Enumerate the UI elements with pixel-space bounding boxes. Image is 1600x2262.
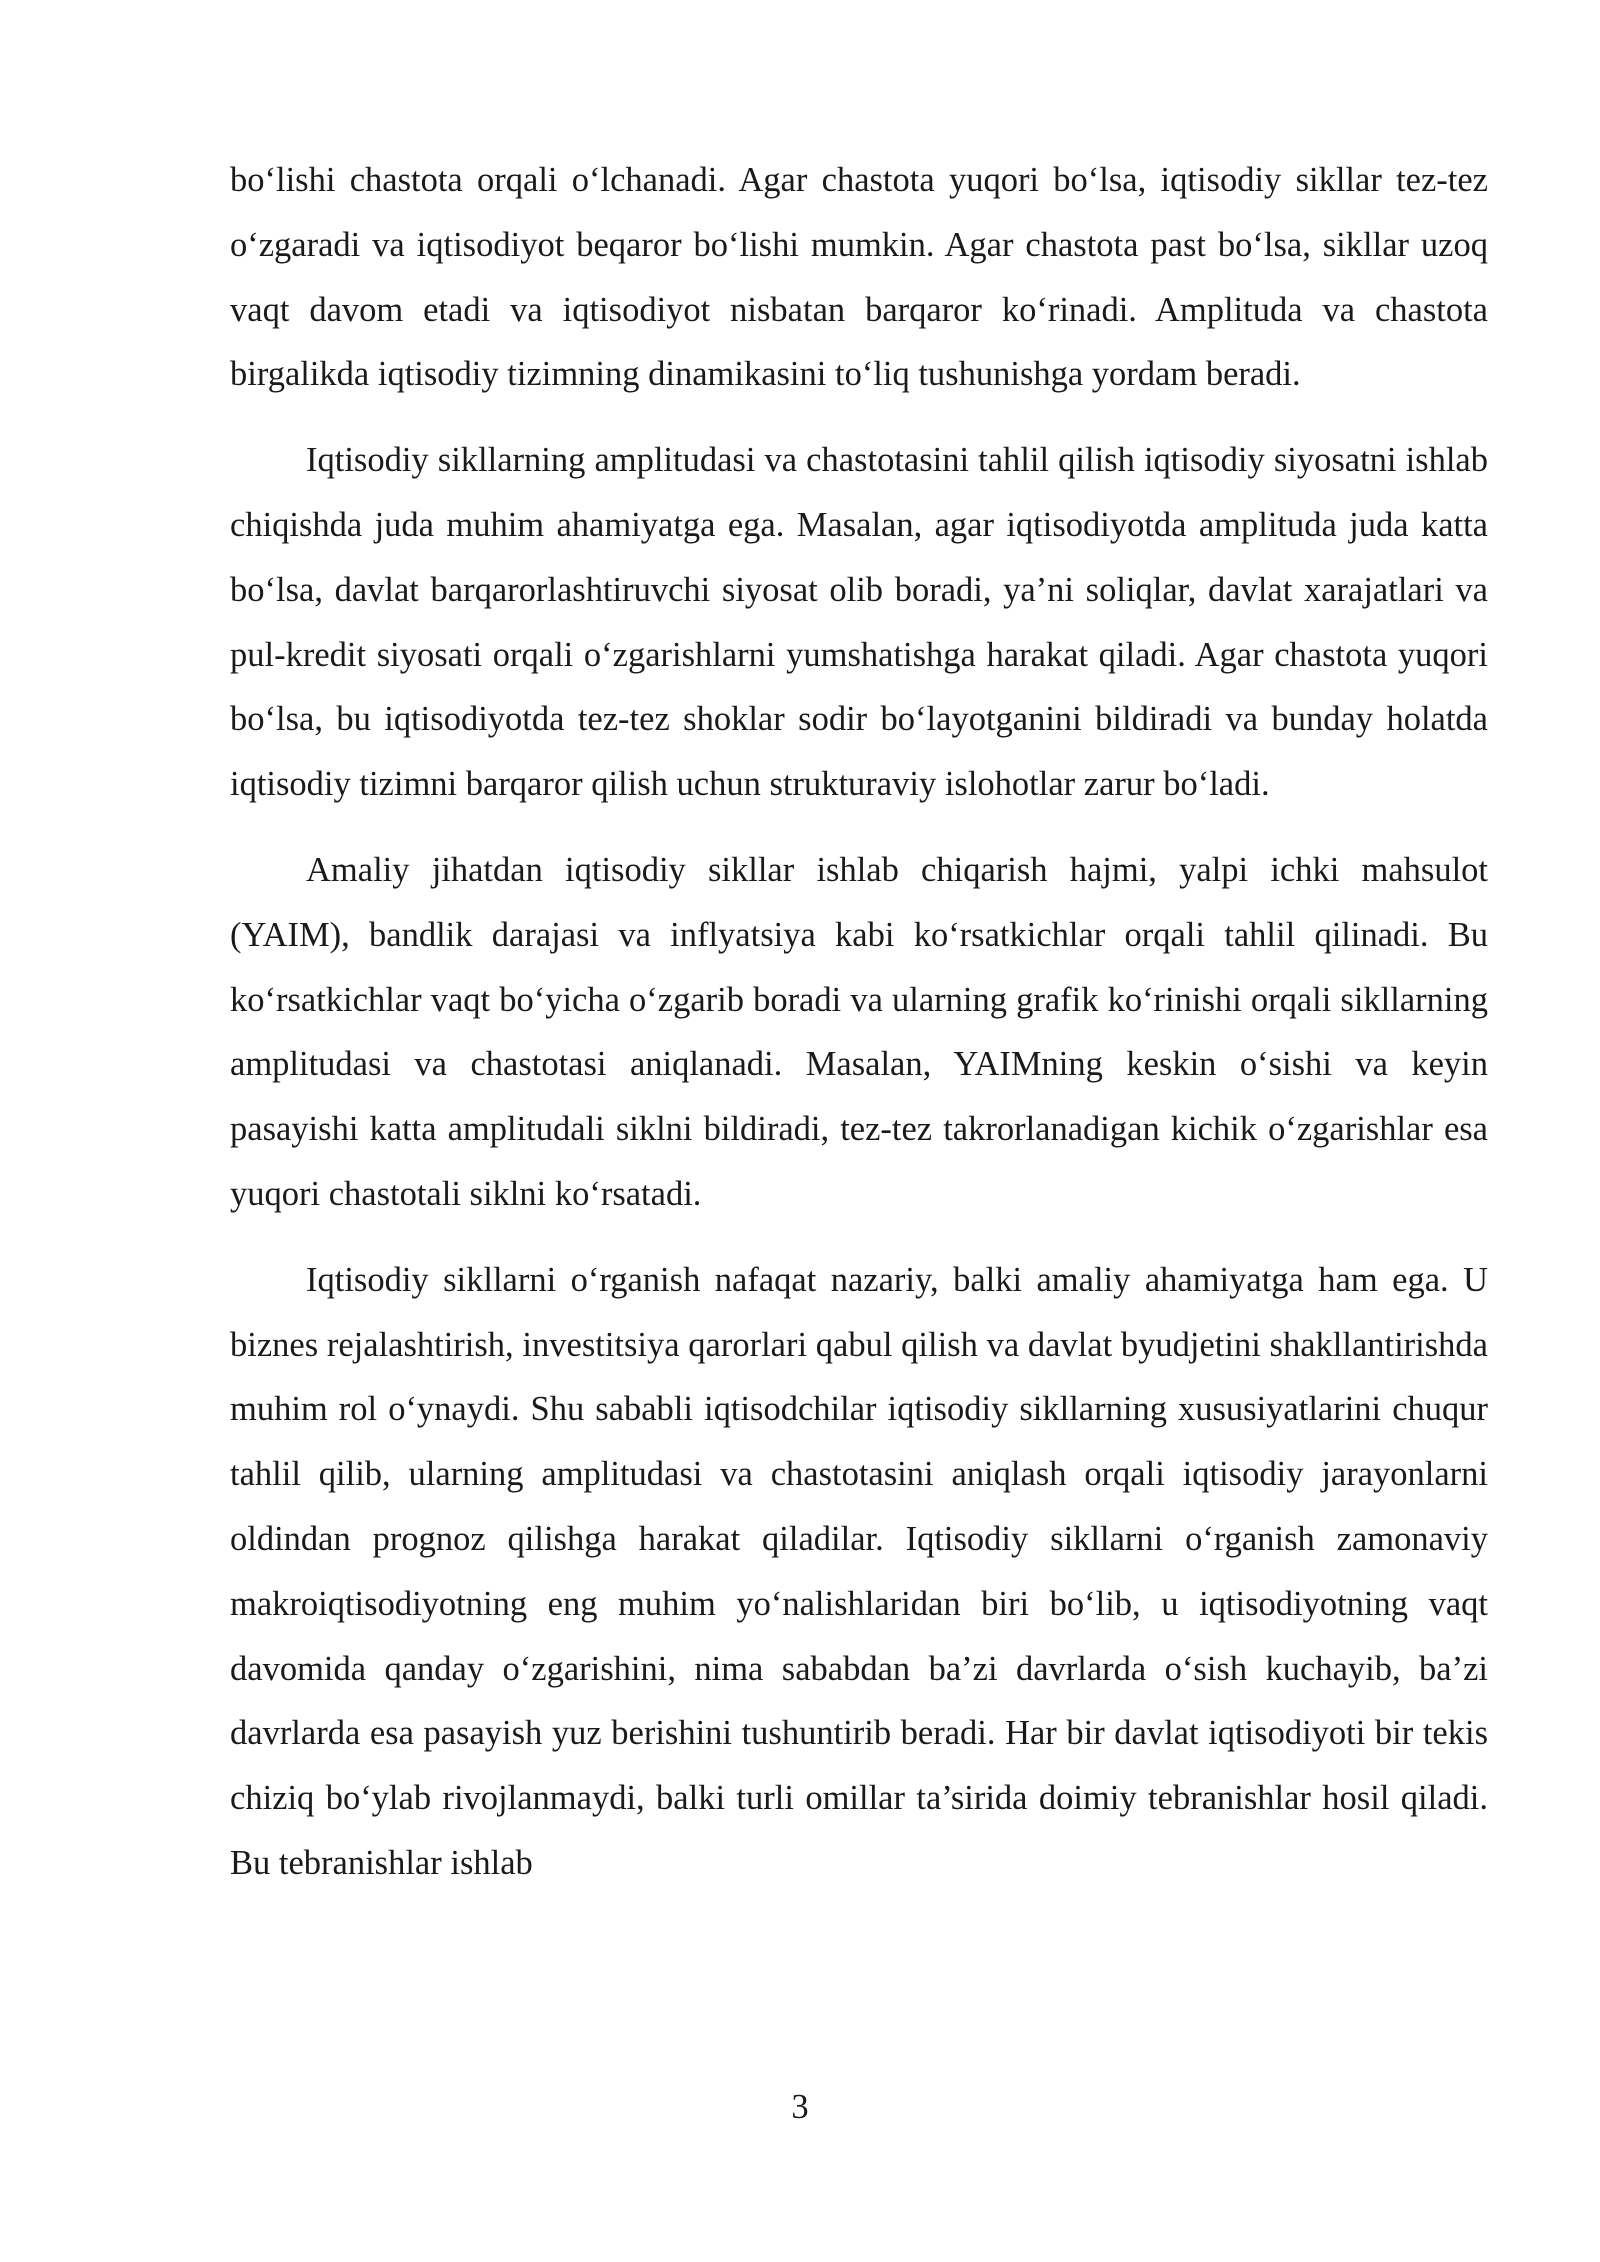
paragraph-continued: bo‘lishi chastota orqali o‘lchanadi. Agar chastota yuqori bo‘lsa, iqtisodiy sikllar tez-tez o‘zgaradi va iqtisodiyot beqaror bo‘lishi mumkin. Agar chastota past bo‘lsa, sikllar uzoq vaqt davom etadi va iqtisodiyot nisbatan barqaror ko‘rinadi. Amplituda va chastota birgalikda iqtisodiy tizimning dinamikasini to‘liq tushunishga yordam beradi.	[230, 161, 1488, 394]
paragraph: Iqtisodiy sikllarning amplitudasi va chastotasini tahlil qilish iqtisodiy siyosatni ishlab chiqishda juda muhim ahamiyatga ega. Masalan, agar iqtisodiyotda amplituda juda katta bo‘lsa, davlat barqarorlashtiruvchi siyosat olib boradi, ya’ni soliqlar, davlat xarajatlari va pul-kredit siyosati orqali o‘zgarishlarni yumshatishga harakat qiladi. Agar chastota yuqori bo‘lsa, bu iqtisodiyotda tez-tez shoklar sodir bo‘layotganini bildiradi va bunday holatda iqtisodiy tizimni barqaror qilish uchun strukturaviy islohotlar zarur bo‘ladi.	[230, 441, 1488, 804]
paragraph: Iqtisodiy sikllarni o‘rganish nafaqat nazariy, balki amaliy ahamiyatga ham ega. U biznes rejalashtirish, investitsiya qarorlari qabul qilish va davlat byudjetini shakllantirishda muhim rol o‘ynaydi. Shu sababli iqtisodchilar iqtisodiy sikllarning xususiyatlarini chuqur tahlil qilib, ularning amplitudasi va chastotasini aniqlash orqali iqtisodiy jarayonlarni oldindan prognoz qilishga harakat qiladilar. Iqtisodiy sikllarni o‘rganish zamonaviy makroiqtisodiyotning eng muhim yo‘nalishlaridan biri bo‘lib, u iqtisodiyotning vaqt davomida qanday o‘zgarishini, nima sababdan ba’zi davrlarda o‘sish kuchayib, ba’zi davrlarda esa pasayish yuz berishini tushuntirib beradi. Har bir davlat iqtisodiyoti bir tekis chiziq bo‘ylab rivojlanmaydi, balki turli omillar ta’sirida doimiy tebranishlar hosil qiladi. Bu tebranishlar ishlab	[230, 1260, 1488, 1882]
paragraph: Amaliy jihatdan iqtisodiy sikllar ishlab chiqarish hajmi, yalpi ichki mahsulot (YAIM), bandlik darajasi va inflyatsiya kabi ko‘rsatkichlar orqali tahlil qilinadi. Bu ko‘rsatkichlar vaqt bo‘yicha o‘zgarib boradi va ularning grafik ko‘rinishi orqali sikllarning amplitudasi va chastotasi aniqlanadi. Masalan, YAIMning keskin o‘sishi va keyin pasayishi katta amplitudali siklni bildiradi, tez-tez takrorlanadigan kichik o‘zgarishlar esa yuqori chastotali siklni ko‘rsatadi.	[230, 850, 1488, 1213]
body-text	[230, 148, 1488, 1896]
page-number: 3	[791, 2088, 809, 2126]
